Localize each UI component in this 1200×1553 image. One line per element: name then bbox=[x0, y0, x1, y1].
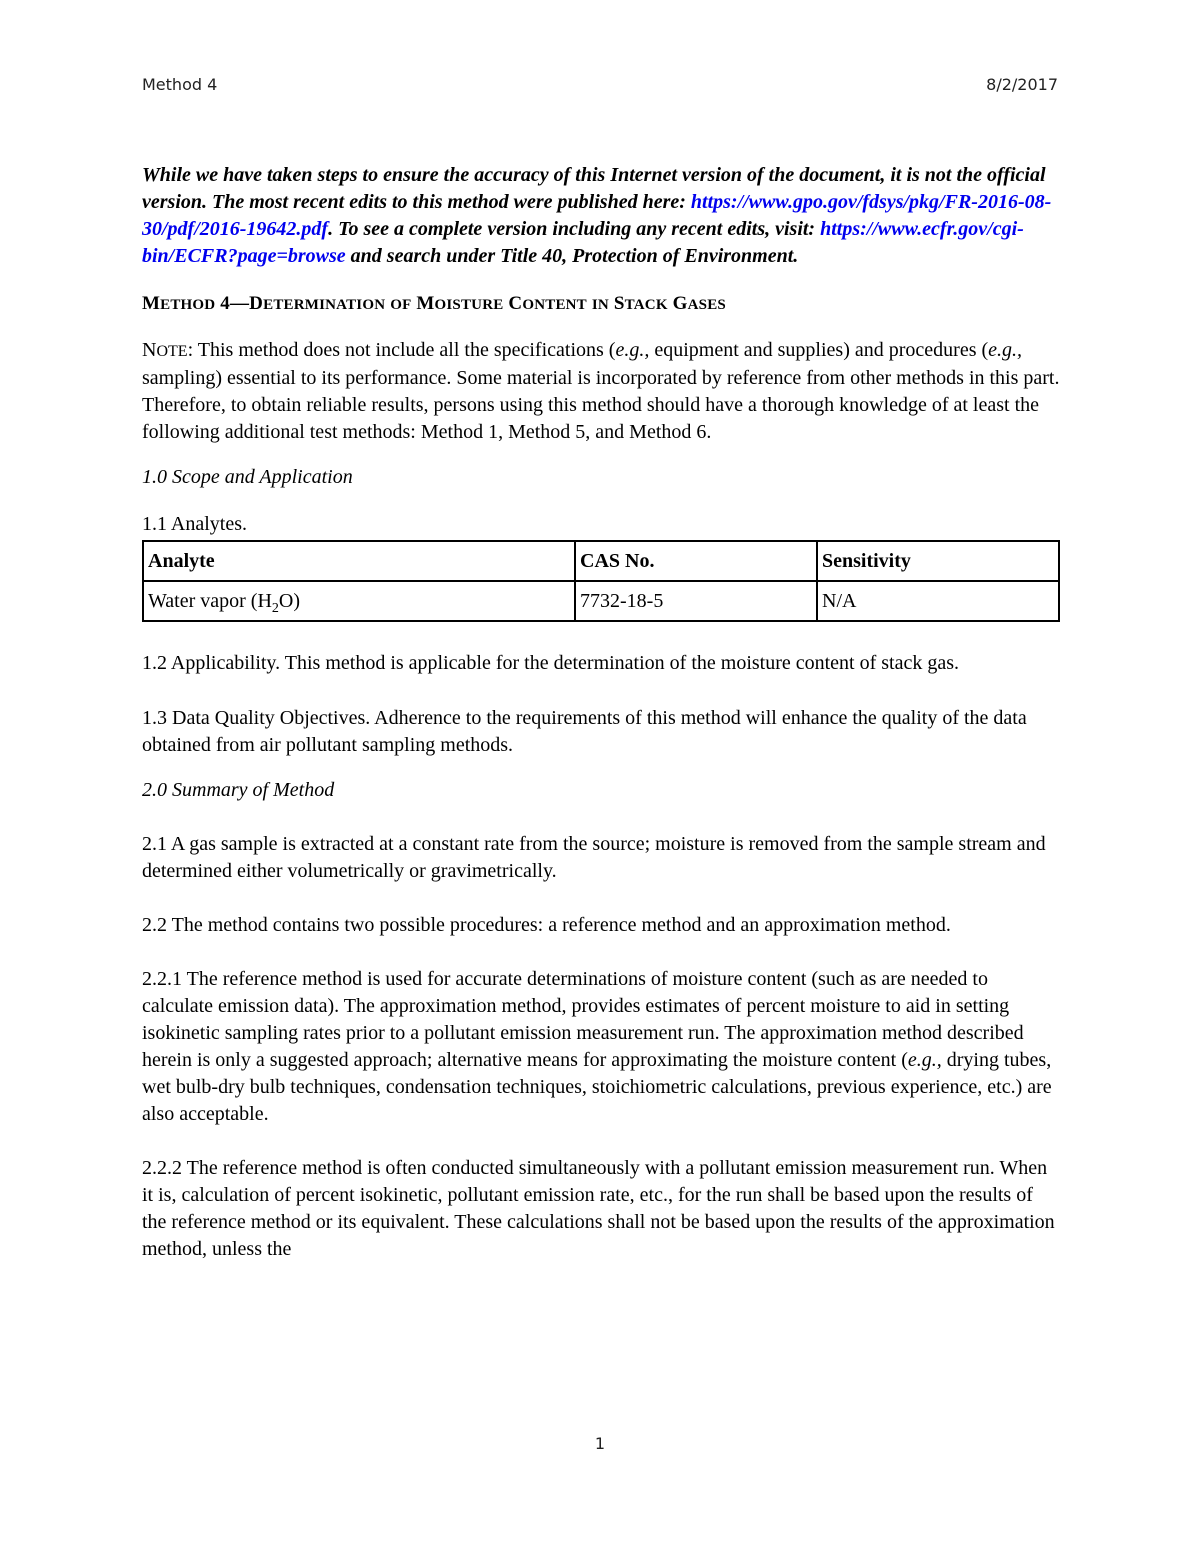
gpo-link[interactable]: https://www.gpo.gov/fdsys/pkg/FR-2016-08-30/pdf/2016-19642.pdf bbox=[142, 191, 1052, 240]
disclaimer-text-3: and search under Title 40, Protection of Environment. bbox=[345, 245, 799, 267]
title-part: OF bbox=[390, 297, 412, 313]
paragraph-2-1: 2.1 A gas sample is extracted at a constant rate from the source; moisture is removed from the sample stream and determined either volumetrically or gravimetrically. bbox=[142, 833, 1046, 882]
title-part: M bbox=[142, 293, 161, 314]
title-part: G bbox=[667, 293, 688, 314]
paragraph-text: 2.2.1 The reference method is used for accurate determinations of moisture content (such as are needed to calculate emission data). The approximation method, provides estimates of percent moisture to aid in setting isokinetic sampling rates prior to a pollutant emission measurement run. The approximation method described herein is only a suggested approach; alternative means for approximating the moisture content ( bbox=[142, 968, 1024, 1071]
disclaimer-text-1: While we have taken steps to ensure the accuracy of this Internet version of the document, it is not the official version. The most recent edits to this method were published here: bbox=[142, 164, 1046, 213]
paragraph-2-2: 2.2 The method contains two possible procedures: a reference method and an approximation method. bbox=[142, 914, 951, 936]
table-header-sensitivity: Sensitivity bbox=[817, 541, 1059, 581]
table-row bbox=[143, 581, 1059, 621]
note-eg: e.g., bbox=[615, 339, 650, 361]
note-text: equipment and supplies) and procedures ( bbox=[649, 339, 989, 361]
method-title bbox=[142, 290, 1062, 319]
analytes-table bbox=[142, 540, 1060, 622]
note-eg: e.g., bbox=[988, 339, 1023, 361]
header-date: 8/2/2017 bbox=[986, 75, 1058, 94]
title-part: ETERMINATION bbox=[263, 297, 386, 313]
title-part: 4—D bbox=[215, 293, 264, 314]
table-header-row bbox=[143, 541, 1059, 581]
table-cell-sensitivity: N/A bbox=[817, 581, 1059, 621]
header-document-name: Method 4 bbox=[142, 75, 218, 94]
analyte-subscript: 2 bbox=[271, 600, 279, 616]
note-label bbox=[142, 339, 188, 361]
paragraph-1-3: 1.3 Data Quality Objectives. Adherence to the requirements of this method will enhance the quality of the data obtained from air pollutant sampling methods. bbox=[142, 707, 1027, 756]
title-part: IN bbox=[591, 297, 609, 313]
table-header-analyte: Analyte bbox=[143, 541, 575, 581]
note-text: This method does not include all the specifications ( bbox=[197, 339, 616, 361]
analyte-text: Water vapor (H bbox=[148, 589, 272, 612]
analyte-text-end: O) bbox=[278, 589, 300, 612]
note-colon: : bbox=[187, 339, 198, 361]
title-part: OISTURE bbox=[434, 297, 504, 313]
note-label-rest: OTE bbox=[156, 343, 188, 360]
ecfr-link[interactable]: https://www.ecfr.gov/cgi-bin/ECFR?page=browse bbox=[142, 218, 1024, 267]
disclaimer bbox=[142, 162, 1062, 270]
section-heading-summary: 2.0 Summary of Method bbox=[142, 779, 335, 801]
paragraph-eg: e.g., bbox=[907, 1049, 942, 1071]
document-body bbox=[142, 162, 1062, 1263]
analytes-intro: 1.1 Analytes. bbox=[142, 513, 247, 535]
table-cell-cas: 7732-18-5 bbox=[575, 581, 817, 621]
paragraph-text: drying tubes, wet bulb-dry bulb techniques, condensation techniques, stoichiometric calculations, previous experience, etc.) are also acceptable. bbox=[142, 1049, 1052, 1125]
paragraph-2-2-1 bbox=[142, 966, 1062, 1128]
disclaimer-text-2: . To see a complete version including any recent edits, visit: bbox=[328, 218, 821, 240]
page-number: 1 bbox=[594, 1434, 606, 1453]
title-part: ETHOD bbox=[160, 297, 216, 313]
table-header-cas: CAS No. bbox=[575, 541, 817, 581]
title-part: TACK bbox=[624, 297, 668, 313]
section-heading-scope: 1.0 Scope and Application bbox=[142, 466, 353, 488]
note-text: sampling) essential to its performance. Some material is incorporated by reference from other methods in this part. Therefore, to obtain reliable results, persons using this method should have a thorough knowledge of at least the following additional test methods: Method 1, Method 5, and Method 6. bbox=[142, 367, 1060, 443]
title-part: M bbox=[411, 293, 435, 314]
title-part: ASES bbox=[687, 297, 726, 313]
paragraph-1-2: 1.2 Applicability. This method is applicable for the determination of the moisture content of stack gas. bbox=[142, 652, 960, 674]
paragraph-2-2-2: 2.2.2 The reference method is often conducted simultaneously with a pollutant emission measurement run. When it is, calculation of percent isokinetic, pollutant emission rate, etc., for the run shall be based upon the results of the reference method or its equivalent. These calculations shall not be based upon the results of the approximation method, unless the bbox=[142, 1157, 1055, 1260]
title-part: ONTENT bbox=[522, 297, 587, 313]
note-label-initial: N bbox=[142, 339, 157, 361]
note-paragraph bbox=[142, 337, 1062, 446]
table-cell-analyte bbox=[143, 581, 575, 621]
title-part: C bbox=[503, 293, 523, 314]
title-part: S bbox=[608, 293, 625, 314]
